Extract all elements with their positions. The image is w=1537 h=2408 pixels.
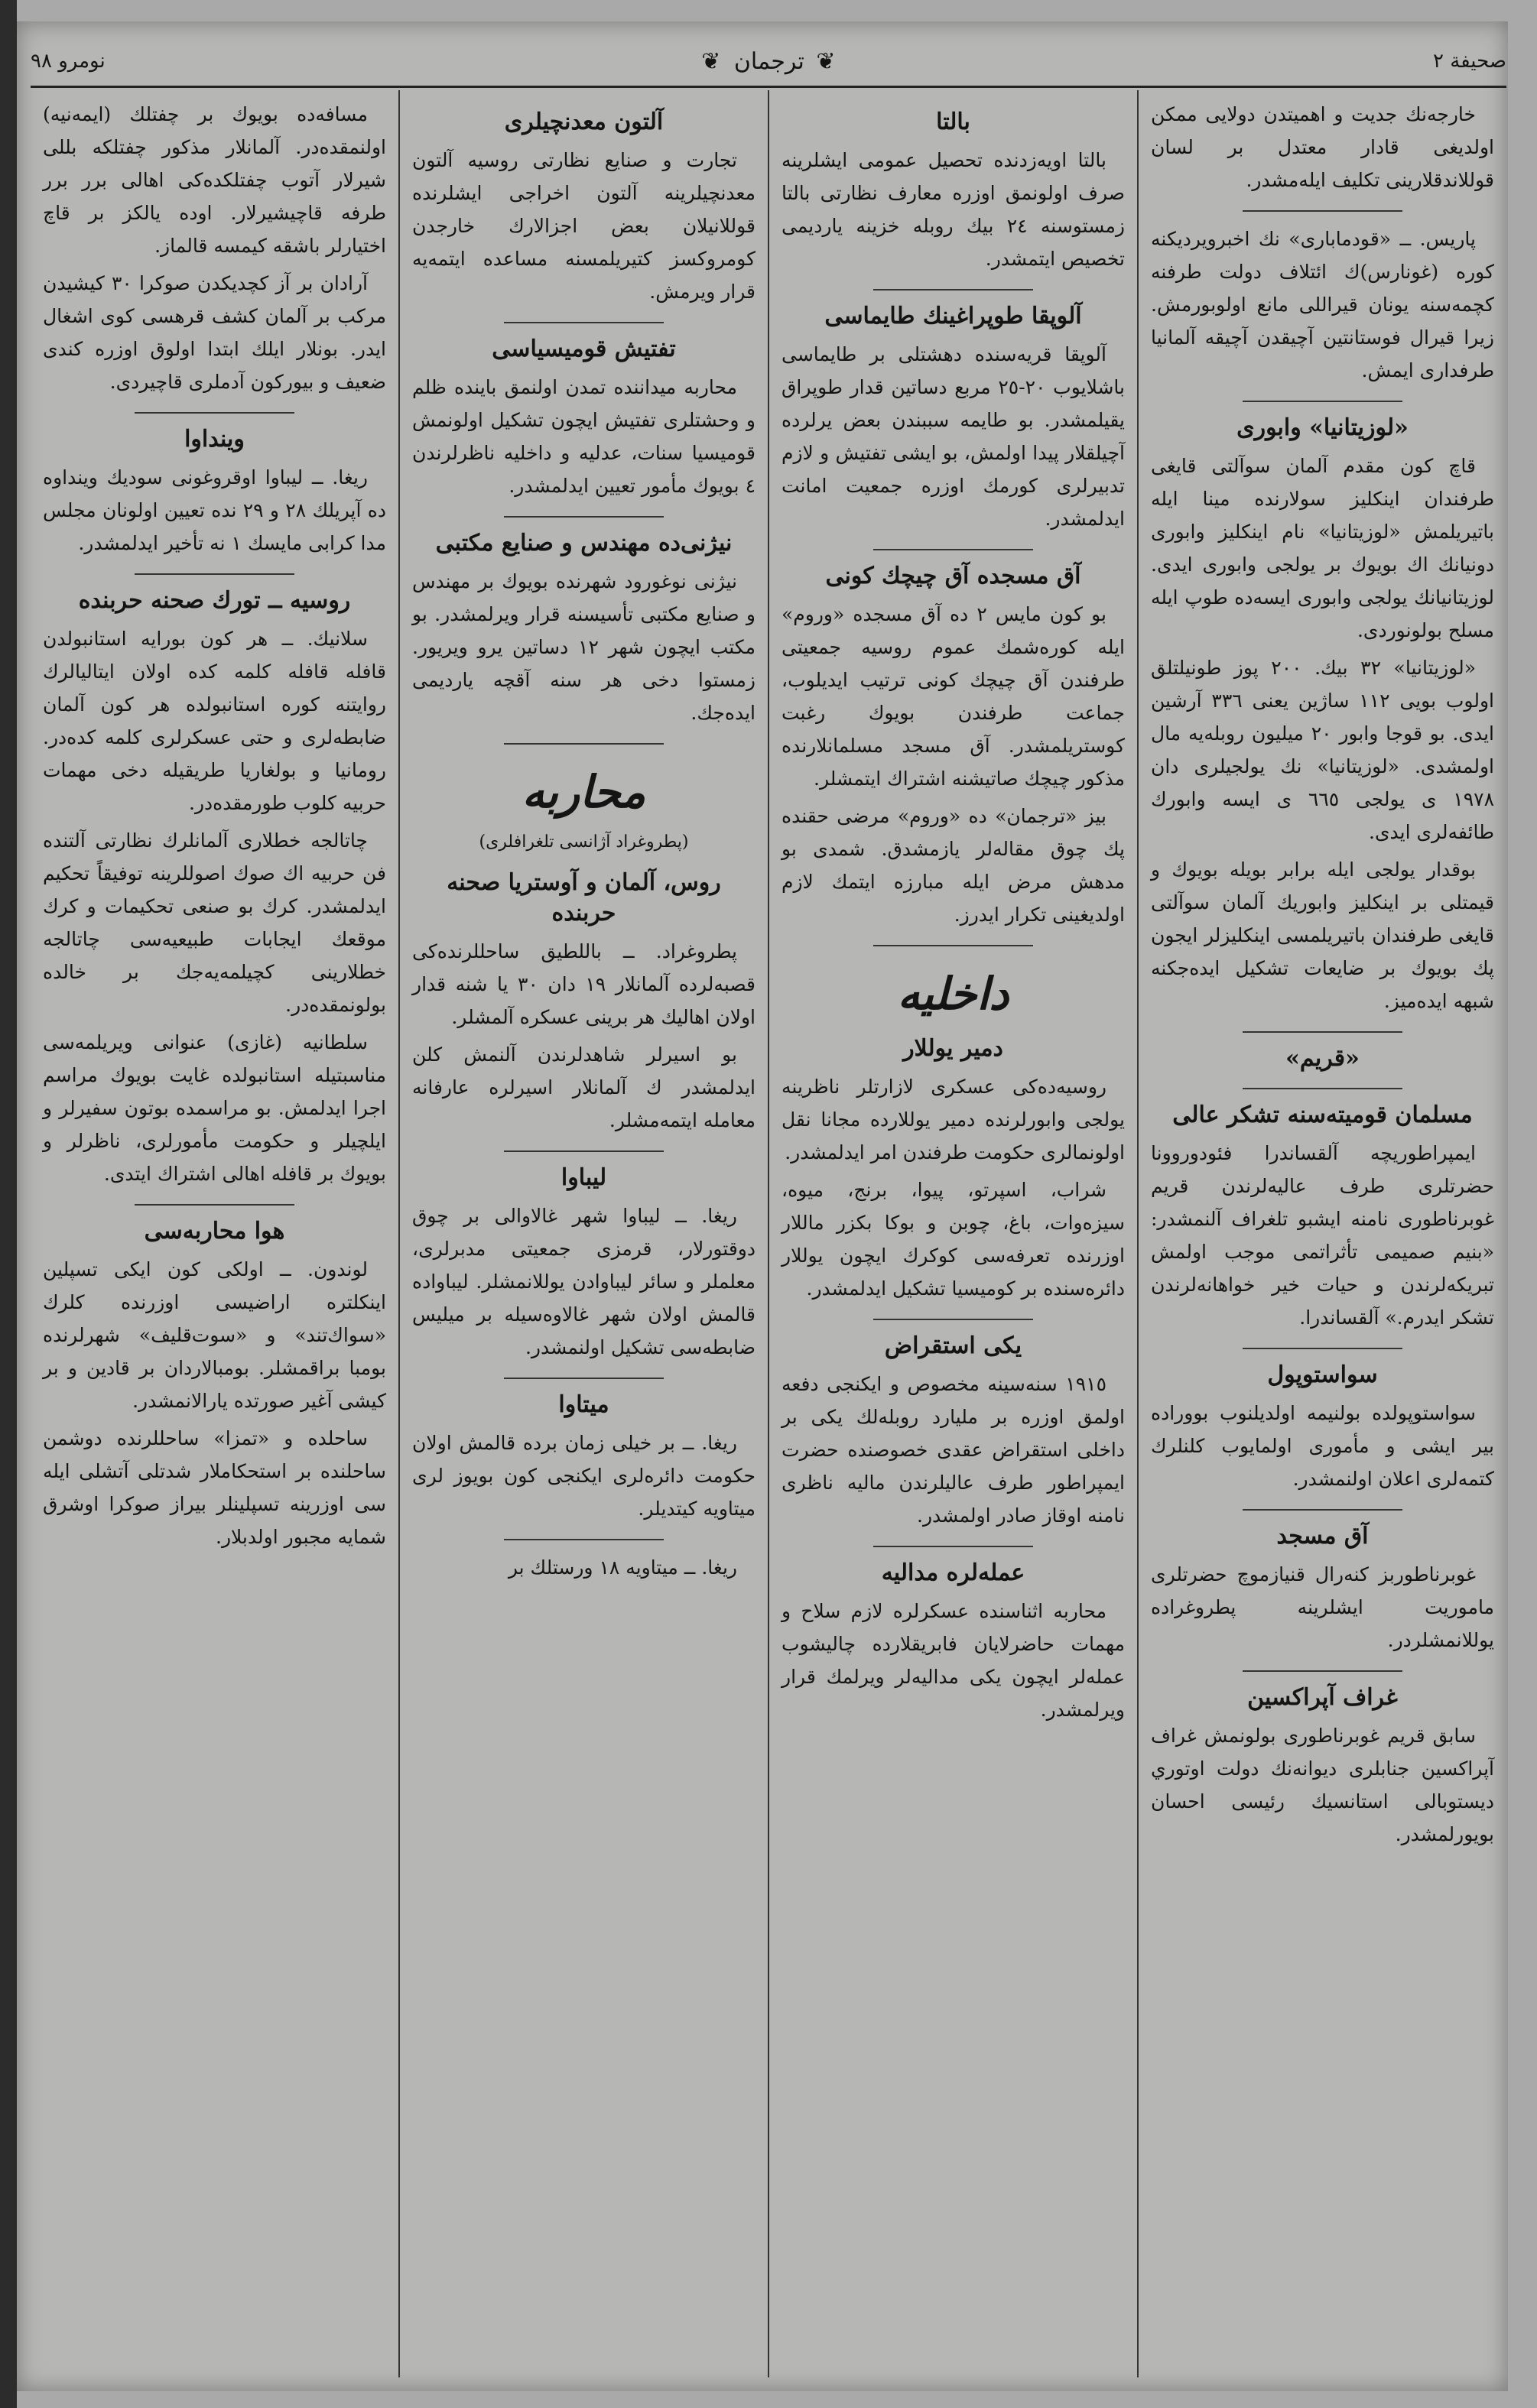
article-paragraph: تجارت و صنايع نظارتى روسيه آلتون معدنچيلرينه آلتون اخراجى ايشلرنده قوللانيلان بعض اجزالارك خارجدن كومروكسز كتيريلمسنه مساعده ايتمه‌يه قرار ويرمش. xyxy=(412,149,756,303)
article-divider xyxy=(1243,1670,1402,1672)
article xyxy=(43,586,386,1190)
article-divider xyxy=(1243,1509,1402,1511)
article-paragraph: مسافه‌ده بويوك بر چفتلك (ايمه‌نيه) اولنمقده‌در. آلمانلار مذكور چفتلكه بللى شيرلار آتوب چفتلكده‌كى اهالى برر برر طرفه قاچيشيرلار. اوده يالكز بر قاچ اختيارلر باشقه كيمسه قالماز. xyxy=(43,103,386,257)
article xyxy=(1151,413,1494,1017)
article-divider xyxy=(873,549,1033,550)
article xyxy=(412,528,756,729)
article xyxy=(1151,1360,1494,1495)
article-title: هوا محاربه‌سى xyxy=(144,1218,285,1245)
issue-number: نومرو ٩٨ xyxy=(31,50,106,73)
column-1 xyxy=(1137,90,1506,2377)
article-paragraph: خارجه‌نك جديت و اهميتدن دولايى ممكن اولديغى قادار معتدل بر لسان قوللاندقلارينى تكليف ايله‌مشدر. xyxy=(1151,103,1494,191)
article-paragraph: بيز «ترجمان» ده «وروم» مرضى حقنده پك چوق مقاله‌لر يازمشدق. شمدى بو مدهش مرض ايله مبارزه ايتمك لازم اولديغينى تكرار ايدرز. xyxy=(781,805,1125,926)
article-title: عمله‌لره مداليه xyxy=(881,1559,1025,1586)
article-divider xyxy=(135,573,294,575)
article-title: ليباوا xyxy=(561,1164,607,1191)
page-header xyxy=(31,38,1506,84)
article-paragraph: ساحلده و «تمزا» ساحللرنده دوشمن ساحلنده بر استحكاملار شدتلى آتشلى ايله سى اوزرينه تسپلينلر بيراز صوكرا اوشرق شمايه مجبور اولدبلار. xyxy=(43,1427,386,1548)
article-paragraph: روسيه‌ده‌كى عسكرى لازارتلر ناظرينه يولجى وابورلرنده دمير يوللارده مجانا نقل اولونمالرى حكومت طرفندن امر ايدلمشدر. xyxy=(781,1076,1125,1163)
article-title: مسلمان قوميته‌سنه تشكر عالى xyxy=(1172,1102,1473,1128)
article-divider xyxy=(873,1546,1033,1547)
article-paragraph: نيژنى نوغورود شهرنده بويوك بر مهندس و صنايع مكتبى تأسيسنه قرار ويرلمشدر. بو مكتب ايچون شهر ١٢ دساتين يرو ويريور. زمستوا دخى هر سنه آقچه يارديمى ايده‌جك. xyxy=(412,570,756,724)
article-title: وينداوا xyxy=(184,426,245,453)
article-paragraph: آرادان بر آز كچديكدن صوكرا ٣٠ كيشيدن مركب بر آلمان كشف قرهسى كوى اشغال ايدر. بونلار ايلك ابتدا اولوق اوزره كندى ضعيف و بيوركون آدملرى قاچيردى. xyxy=(43,272,386,393)
article-title: روسيه ــ تورك صحنه حربنده xyxy=(78,587,351,614)
article xyxy=(1151,1100,1494,1334)
article-title: يكى استقراض xyxy=(884,1332,1022,1359)
article xyxy=(781,107,1125,275)
article-paragraph: محاربه ميداننده تمدن اولنمق باينده ظلم و وحشتلرى تفتيش ايچون تشكيل اولونمش قوميسيا سنات، عدليه و داخليه ناظرلرندن ٤ بويوك مأمور تعيين ايدلمشدر. xyxy=(412,376,756,497)
section-heading: داخليه xyxy=(897,968,1009,1020)
article-paragraph: لوندون. ــ اولكى كون ايكى تسپلين اينكلتره اراضيسى اوزرنده كلرك «سواك‌تند» و «سوت‌قليف» شهرلرنده بومبا براقمشلر. بومبالاردان بر قادين و بر كيشى آغير صورتده يارالانمشدر. xyxy=(43,1258,386,1412)
article-divider xyxy=(1243,210,1402,212)
header-rule xyxy=(31,86,1506,88)
article-paragraph: شراب، اسپرتو، پيوا، برنج، ميوه، سيزه‌وات، باغ، چوبن و بوكا بكزر ماللار اوزرنده تعرفه‌سى كوكرك ايچون يوللار دائره‌سنده بر كوميسيا تشكيل ايدلمشدر. xyxy=(781,1179,1125,1300)
article-paragraph: پطروغراد. ــ باللطيق ساحللرنده‌كى قصبه‌لرده آلمانلار ١٩ دان ٣٠ يا شنه قدار اولان اهاليك هر برينى عسكره آلمشلر. xyxy=(412,940,756,1028)
article-divider xyxy=(1243,1348,1402,1349)
article-divider xyxy=(504,322,664,323)
article-paragraph: ريغا. ــ ليباوا شهر غالاوالى بر چوق دوقتورلار، قرمزى جمعيتى مدبرلرى، معلملر و سائر ليباوادن يوللانمشلر. ليباواده قالمش اولان شهر غالاوه‌سيله بر ميليس ضابطه‌سى تشكيل اولنمشدر. xyxy=(412,1205,756,1358)
section-subheading: (پطروغراد آژانسى تلغرافلرى) xyxy=(479,832,689,852)
article-divider xyxy=(873,289,1033,290)
article-title: نيژنى‌ده مهندس و صنايع مكتبى xyxy=(435,530,733,557)
page-label: صحيفة ٢ xyxy=(1432,50,1506,73)
article xyxy=(781,561,1125,931)
article-paragraph: سابق قريم غوبرناطورى بولونمش غراف آپراكسين جنابلرى ديوانه‌نك دولت اوتوري ديستوبالى استانسيك رئيسى احسان بويورلمشدر. xyxy=(1151,1725,1494,1845)
column-4 xyxy=(31,90,398,2377)
article-paragraph: بو كون مايس ٢ ده آق مسجده «وروم» ايله كوره‌شمك عموم روسيه جمعيتى طرفندن آق چيچك كونى ترتيب ايديلوب، جماعت طرفندن بويوك رغبت كوستريلمشدر. آق مسجد مسلمانلارنده مذكور چيچك صاتيشنه اشتراك ايتمشلر. xyxy=(781,603,1125,790)
article-divider xyxy=(504,1539,664,1540)
article xyxy=(1151,98,1494,196)
article-title: آق مسجد xyxy=(1276,1523,1369,1550)
article-paragraph: ايمپراطوريچه آلقساندرا فئودوروونا حضرتلرى طرف عاليه‌لرندن قريم غوبرناطورى نامنه ايشبو تلغراف آلنمشدر: «بنيم صميمى تأثراتمى موجب اولمش تبريكه‌لرندن و حيات خير خواهانه‌لرندن تشكر ايدرم.» آلقساندرا. xyxy=(1151,1142,1494,1329)
masthead-title: ❦ ترجمان ❦ xyxy=(701,47,837,75)
article-paragraph: پاريس. ــ «قودمابارى» نك اخبرويرديكنه كوره (غونارس)ك ائتلاف دولت طرفنه كچمه‌سنه يونان قيراللى مانع اولوبورمش. زيرا قيرال فوستانتين آچيقدن آچيقه آلمانيا طرفدارى ايمش. xyxy=(1151,228,1494,381)
article-title: تفتيش قوميسياسى xyxy=(492,336,676,362)
article xyxy=(412,868,756,1137)
article-divider xyxy=(135,412,294,414)
article-divider xyxy=(1243,1088,1402,1089)
article-divider xyxy=(1243,1031,1402,1033)
article-paragraph: ريغا. ــ ليباوا اوقروغونى سوديك وينداوه ده آپريلك ٢٨ و ٢٩ نده تعيين اولونان مجلس مدا كرابى مايسك ١ نه تأخير ايدلمشدر. xyxy=(43,466,386,554)
article xyxy=(412,334,756,502)
article-title: سواستوپول xyxy=(1267,1361,1378,1388)
ornament-icon: ❦ xyxy=(816,47,837,75)
article xyxy=(1151,1043,1494,1074)
columns-container xyxy=(31,90,1506,2377)
article-title: آلتون معدنچيلرى xyxy=(504,109,664,135)
article xyxy=(781,1034,1125,1305)
article-title: ميتاوا xyxy=(558,1391,609,1418)
article-paragraph: غوبرناطوربز كنه‌رال قنيازموچ حضرتلرى ماموريت ايشلرينه پطروغراده يوللانمشلردر. xyxy=(1151,1563,1494,1651)
article-paragraph: بوقدار يولجى ايله برابر بويله بويوك و قيمتلى بر اينكليز وابوريك آلمان سوآلتى قايغى طرفندان باتيريلمسى اينكليزلر ايجون پك بويوك بر ضايعات تشكيل ايده‌جكنه شبهه ايده‌ميز. xyxy=(1151,858,1494,1012)
article-title: آق مسجده آق چيچك كونى xyxy=(825,563,1081,589)
article-divider xyxy=(504,743,664,745)
article-paragraph: ريغا. ــ ميتاويه ١٨ ورستلك بر xyxy=(508,1556,737,1579)
scan-edge xyxy=(0,0,17,2408)
section-heading: محاربه xyxy=(522,766,646,818)
article-title: «لوزيتانيا» وابورى xyxy=(1236,414,1409,441)
article-paragraph: سلطانيه (غازى) عنوانى ويريلمه‌سى مناسبتيله استانبولده غايت بويوك مراسم اجرا ايدلمش. بو مراسمده بوتون سفيرلر و ايلچيلر و حكومت مأمورلرى، ناظرلر و بويوك بر قافله اهالى اشتراك ايتدى. xyxy=(43,1031,386,1185)
article-divider xyxy=(873,1319,1033,1320)
article-paragraph: سواستوپولده بولنيمه اولديلنوب بووراده بير ايشى و مأمورى اولمايوب كلنلرك كتمه‌لرى اعلان اولنمشدر. xyxy=(1151,1402,1494,1490)
article-paragraph: قاچ كون مقدم آلمان سوآلتى قايغى طرفندان اينكليز سولارنده مينا ايله باتيريلمش «لوزيتانيا» نام اينكليز وابورى دونيانك اك بويوك بر يولجى وابورى ايدى. لوزيتانيانك يولجى وابورى ايسه‌ده طوپ ايله مسلح بولونوردى. xyxy=(1151,455,1494,641)
column-2 xyxy=(768,90,1137,2377)
article-title: آلوپقا طوپراغينك طايماسى xyxy=(824,303,1082,329)
column-3 xyxy=(398,90,768,2377)
article-title: بالتا xyxy=(936,109,970,135)
article-paragraph: بو اسيرلر شاهدلرندن آلنمش كلن ايدلمشدر ك آلمانلار اسيرلره عارفانه معامله ايتمه‌مشلر. xyxy=(412,1043,756,1131)
article-title: دمير يوللار xyxy=(903,1035,1003,1062)
article xyxy=(412,1390,756,1525)
article xyxy=(1151,1521,1494,1657)
article-title: «قريم» xyxy=(1285,1045,1360,1072)
article-divider xyxy=(504,516,664,518)
article xyxy=(412,107,756,308)
article xyxy=(781,1331,1125,1532)
article xyxy=(412,1163,756,1364)
article xyxy=(43,424,386,560)
article-divider xyxy=(504,1378,664,1379)
article xyxy=(781,301,1125,535)
article-divider xyxy=(504,1150,664,1152)
article xyxy=(1151,222,1494,387)
article xyxy=(43,1216,386,1553)
article-paragraph: آلوپقا قريه‌سنده دهشتلى بر طايماسى باشلايوب ٢٠-٢٥ مربع دساتين قدار طوپراق يقيلمشدر. بو طايمه سببندن بعض يرلرده آچيلقلار پيدا اولمش، بو ايشى تفتيش و لازم تدبيرلرى كورمك اوزره جمعيت امانت ايدلمشدر. xyxy=(781,343,1126,530)
article-title: روس، آلمان و آوستريا صحنه حربنده xyxy=(447,869,721,927)
article-divider xyxy=(873,945,1033,946)
article xyxy=(412,1551,756,1584)
article-paragraph: ريغا. ــ بر خيلى زمان برده قالمش اولان حكومت دائره‌لرى ايكنجى كون بويوز لرى ميتاويه كيتديلر. xyxy=(412,1432,756,1520)
ornament-icon: ❦ xyxy=(701,47,723,75)
article-paragraph: چاتالجه خطلارى آلمانلرك نظارتى آلتنده فن حربيه اك صوك اصوللرينه توفيقاً تحكيم ايدلمشدر. كرك بو صنعى تحكيمات و كرك موقعك ايجابات طبيعيه‌سى چاتالجه خطلارينى كچيلمه‌يه‌جك بر خالده بولونمقده‌در. xyxy=(43,829,386,1016)
article-paragraph: محاربه اثناسنده عسكرلره لازم سلاح و مهمات حاضرلايان فابريقلارده چاليشوب عمله‌لر ايچون يكى مداليه‌لر ويرلمك قرار ويرلمشدر. xyxy=(781,1600,1125,1721)
article xyxy=(1151,1683,1494,1851)
article-title: غراف آپراكسين xyxy=(1247,1684,1398,1711)
article xyxy=(781,1558,1125,1726)
article-paragraph: «لوزيتانيا» ٣٢ بيك. ٢٠٠ پوز طونيلتلق اولوب بويى ١١٢ ساژين يعنى ٣٣٦ آرشين ايدى. بو قوجا وابور ٢٠ ميليون روبله‌يه مال اولمشدى. «لوزيتانيا» نك يولجيلرى دان ١٩٧٨ ى يولجى ٦٦٥ ى ايسه وابورك طائفه‌لرى ايدى. xyxy=(1151,657,1495,843)
article-paragraph: ١٩١٥ سنه‌سينه مخصوص و ايكنجى دفعه اولمق اوزره بر مليارد روبله‌لك يكى بر داخلى استقراض عقدى خصوصنده حضرت ايمپراطور طرف عاليلرندن ماليه ناظرى نامنه اوقاز صادر اولمشدر. xyxy=(781,1373,1125,1527)
article-paragraph: بالتا اويه‌زدنده تحصيل عمومى ايشلرينه صرف اولونمق اوزره معارف نظارتى بالتا زمستوسنه ٢٤ بيك روبله خزينه يارديمى تخصيص ايتمشدر. xyxy=(781,149,1125,270)
article-divider xyxy=(1243,401,1402,402)
article-divider xyxy=(135,1204,294,1206)
article xyxy=(43,98,386,398)
article-paragraph: سلانيك. ــ هر كون بورايه استانبولدن قافله قافله كلمه كده اولان ايتاليالرك روايتنه كوره استانبولده هر كون آلمان ضابطه‌لرى و حتى عسكرلرى كلمه كده‌در. رومانيا و بولغاريا طريقيله دخى مهمات حربيه كلوب طورمقده‌در. xyxy=(43,628,386,814)
